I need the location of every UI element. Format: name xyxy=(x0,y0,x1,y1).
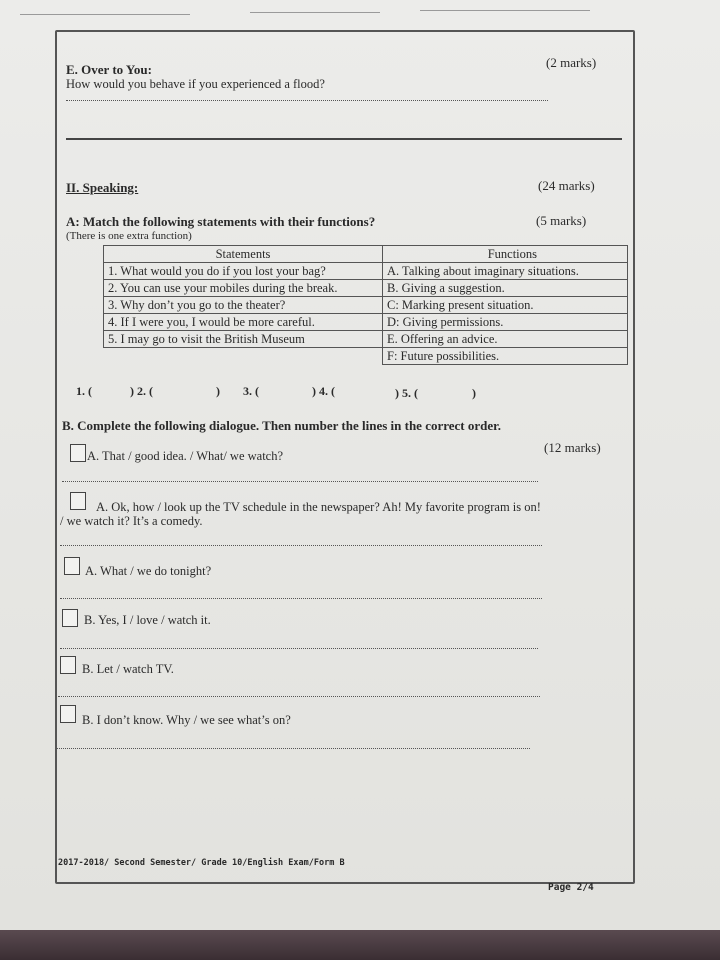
function-a: A. Talking about imaginary situations. xyxy=(383,263,628,280)
empty-cell xyxy=(104,348,383,365)
answer-line xyxy=(60,648,538,649)
section-e-marks: (2 marks) xyxy=(546,55,597,70)
dialogue-line-5: B. Let / watch TV. xyxy=(82,662,174,676)
answer-slot-4[interactable]: ) 4. ( xyxy=(312,384,335,398)
page-edge-line xyxy=(420,10,590,11)
dialogue-line-1: A. That / good idea. / What/ we watch? xyxy=(87,449,284,463)
part-b-marks: (12 marks) xyxy=(544,440,601,455)
table-row xyxy=(104,263,628,280)
answer-line xyxy=(62,481,538,482)
order-checkbox[interactable] xyxy=(70,444,86,462)
statement-5: 5. I may go to visit the British Museum xyxy=(104,331,383,348)
dialogue-line-2: A. Ok, how / look up the TV schedule in the newspaper? Ah! My favorite program is on! xyxy=(96,500,541,514)
table-row xyxy=(104,331,628,348)
order-checkbox[interactable] xyxy=(70,492,86,510)
order-checkbox[interactable] xyxy=(62,609,78,627)
matching-table xyxy=(103,245,628,365)
part-a-title: A: Match the following statements with their functions? xyxy=(66,214,376,229)
section-e-title: E. Over to You: xyxy=(66,62,152,77)
statement-3: 3. Why don’t you go to the theater? xyxy=(104,297,383,314)
part-a-note: (There is one extra function) xyxy=(66,230,192,242)
background-floor xyxy=(0,930,720,960)
function-b: B. Giving a suggestion. xyxy=(383,280,628,297)
page-number: Page 2/4 xyxy=(548,882,594,893)
order-checkbox[interactable] xyxy=(64,557,80,575)
dialogue-line-4: B. Yes, I / love / watch it. xyxy=(84,613,211,627)
order-checkbox[interactable] xyxy=(60,656,76,674)
statement-1: 1. What would you do if you lost your bag? xyxy=(104,263,383,280)
dialogue-line-6: B. I don’t know. Why / we see what’s on? xyxy=(82,713,291,727)
function-e: E. Offering an advice. xyxy=(383,331,628,348)
page-edge-line xyxy=(250,12,380,13)
table-row xyxy=(104,348,628,365)
statement-4: 4. If I were you, I would be more careful. xyxy=(104,314,383,331)
answer-line xyxy=(58,696,540,697)
part-b-title: B. Complete the following dialogue. Then number the lines in the correct order. xyxy=(62,418,501,433)
answer-line xyxy=(60,545,542,546)
table-row xyxy=(104,314,628,331)
section-divider xyxy=(66,138,622,140)
function-f: F: Future possibilities. xyxy=(383,348,628,365)
speaking-marks: (24 marks) xyxy=(538,178,595,193)
statement-2: 2. You can use your mobiles during the break. xyxy=(104,280,383,297)
page-edge-line xyxy=(20,14,190,15)
exam-footer: 2017-2018/ Second Semester/ Grade 10/English Exam/Form B xyxy=(58,858,345,868)
answer-slot-1[interactable]: 1. ( xyxy=(76,384,92,398)
speaking-title: II. Speaking: xyxy=(66,180,139,195)
part-a-marks: (5 marks) xyxy=(536,213,587,228)
answer-slot-close: ) xyxy=(216,384,220,398)
answer-line xyxy=(56,748,530,749)
answer-slot-end: ) xyxy=(472,386,476,400)
table-header-row xyxy=(104,246,628,263)
statements-header: Statements xyxy=(104,246,383,263)
table-row xyxy=(104,280,628,297)
answer-line xyxy=(60,598,542,599)
functions-header: Functions xyxy=(383,246,628,263)
table-row xyxy=(104,297,628,314)
section-e-question: How would you behave if you experienced a flood? xyxy=(66,77,325,91)
dialogue-line-3: A. What / we do tonight? xyxy=(85,564,212,578)
answer-slot-5[interactable]: ) 5. ( xyxy=(395,386,418,400)
answer-slot-2[interactable]: ) 2. ( xyxy=(130,384,153,398)
order-checkbox[interactable] xyxy=(60,705,76,723)
function-d: D: Giving permissions. xyxy=(383,314,628,331)
function-c: C: Marking present situation. xyxy=(383,297,628,314)
answer-slot-3[interactable]: 3. ( xyxy=(243,384,259,398)
dialogue-line-2-cont: / we watch it? It’s a comedy. xyxy=(60,514,203,528)
answer-line xyxy=(66,100,548,101)
